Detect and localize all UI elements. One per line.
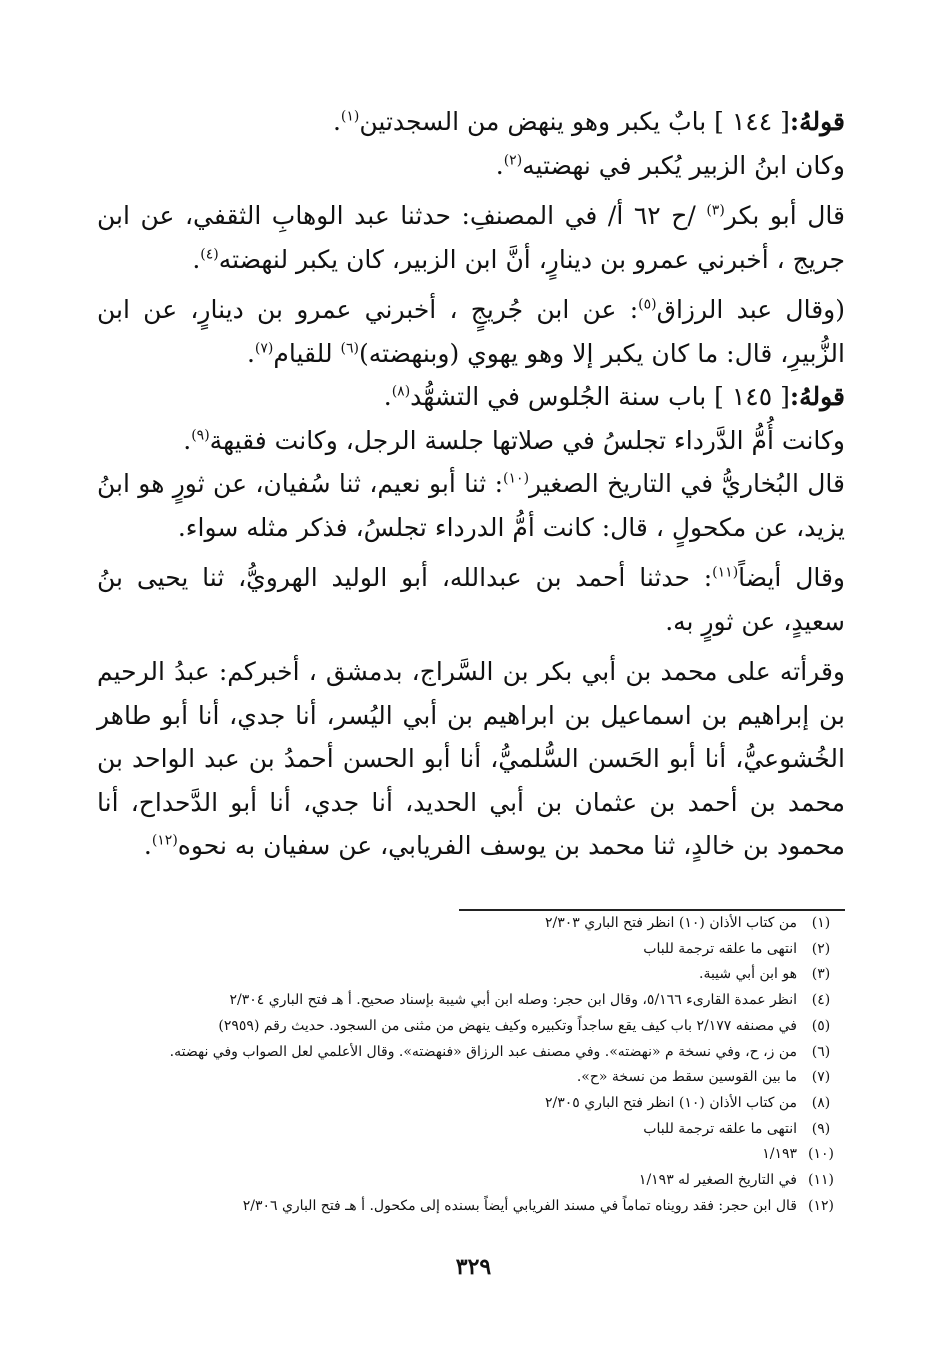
footnote-number: (١٢) [808,1197,834,1214]
footnote-item [97,1065,845,1091]
period: . [192,244,201,274]
chapter-heading-145 [97,375,845,419]
footnote-number: (١٠) [808,1146,834,1163]
paragraph-text: : عن ابن جُريجٍ ، أخبرني عمرو بن دينارٍ، عن ابن الزُّبيرِ، قال: ما كان يكبر إلا وهو يهوي (وبنهضته) [97,295,845,368]
paragraph-text: وقرأته على محمد بن أبي بكر بن السَّراج، بدمشق ، أخبركم: عبدُ الرحيم بن إبراهيم بن اسماعيل بن ابراهيم بن أبي اليُسر، أنا جدي، أنا أبو طاهر الخُشوعيُّ، أنا أبو الحَسن السُّلميُّ، أنا أبو الحسن أحمدُ بن عبد الواحد بن محمد بن أحمد بن عثمان بن أبي الحديد، أنا جدي، أنا أبو الدَّحداح، أنا محمود بن خالدٍ، ثنا محمد بن يوسف الفريابي، عن سفيان به نحوه [97,657,845,860]
paragraph [97,462,845,549]
footnote-text: قال ابن حجر: فقد رويناه تماماً في مسند الفريابي أيضاً بسنده إلى مكحول. أ هـ فتح الباري ٢/٣٠٦ [242,1197,797,1214]
footnote-number: (٢) [811,940,831,957]
footnote-item [97,988,845,1014]
paragraph-text: وكان ابنُ الزبير يُكبر في نهضتيه [522,150,845,180]
footnote-item [97,1014,845,1040]
period: . [332,107,341,136]
footnote-item [97,1117,845,1143]
footnote-ref: (٢) [503,152,523,169]
footnote-number: (٥) [811,1017,831,1034]
footnote-ref: (٩) [191,427,210,444]
footnote-ref: (٨) [391,383,411,400]
footnote-ref: (٥) [638,296,657,313]
footnote-number: (٩) [811,1120,831,1137]
period: . [183,425,192,455]
footnote-text: من كتاب الأذان (١٠) انظر فتح الباري ٢/٣٠٥ [544,1094,797,1111]
footnote-number: (٧) [811,1069,831,1086]
heading-text: [ ١٤٤ ] بابٌ يكبر وهو ينهض من السجدتين [359,107,790,136]
footnote-number: (١) [811,915,831,931]
footnote-ref: (١٠) [503,470,530,487]
heading-text: [ ١٤٥ ] باب سنة الجُلوس في التشهُّد [410,382,790,411]
footnote-ref: (٣) [706,202,725,219]
footnote-text: في مصنفه ٢/١٧٧ باب كيف يقع ساجداً وتكبيره وكيف ينهض من مثنى من السجود. حديث رقم (٢٩٥٩) [218,1017,797,1034]
chapter-heading-144 [97,100,845,144]
footnote-item [97,911,845,937]
footnote-item [97,1091,845,1117]
footnote-item [97,1194,845,1220]
footnote-text: انظر عمدة القارىء ٥/١٦٦، وقال ابن حجر: وصله ابن أبي شيبة بإسناد صحيح. أ هـ فتح الباري ٢/٣٠٤ [229,992,797,1009]
footnote-ref: (٤) [200,246,219,263]
footnote-text: ١/١٩٣ [762,1146,797,1163]
footnote-item [97,1040,845,1066]
paragraph-text: وكانت أُمُّ الدَّرداء تجلسُ في صلاتها جلسة الرجل، وكانت فقيهة [209,425,845,455]
page-number: ٣٢٩ [455,1254,492,1280]
footnote-number: (١١) [808,1172,834,1189]
footnote-text: في التاريخ الصغير له ١/١٩٣ [638,1172,797,1189]
paragraph-text: للقيام [273,338,341,368]
footnote-text: ما بين القوسين سقط من نسخة «ح». [576,1069,797,1086]
footnote-text: من ز، ح، وفي نسخة م «نهضته». وفي مصنف عبد الرزاق «فنهضته». وقال الأعلمي لعل الصواب وفي نهضته. [169,1043,797,1060]
footnote-text: هو ابن أبي شيبة. [699,966,797,983]
footnote-number: (٨) [811,1094,831,1111]
period: . [383,382,392,411]
footnote-item [97,962,845,988]
paragraph-text: قال البُخاريُّ في التاريخ الصغير [529,469,845,498]
paragraph-text: /ح ٦٢ أ/ في المصنفِ: حدثنا عبد الوهابِ الثقفي، عن ابن جريج ، أخبرني عمرو بن دينارٍ، أنَّ ابن الزبير، كان يكبر لنهضته [97,201,845,274]
paragraph [97,144,845,188]
period: . [246,338,255,368]
period: . [143,831,152,860]
paragraph-text: وقال أيضاً [738,563,846,592]
paragraph-text: : حدثنا أحمد بن عبدالله، أبو الوليد الهرويُّ، ثنا يحيى بنُ سعيدٍ، عن ثورٍ به. [97,563,845,636]
heading-lead: قولهُ: [789,382,845,411]
main-text [97,100,845,868]
footnote-number: (٣) [811,966,831,983]
paragraph [97,419,845,463]
footnote-ref: (٦) [340,340,359,357]
footnote-number: (٦) [811,1043,831,1060]
footnote-ref: (١٢) [151,832,178,849]
paragraph-text: (وقال عبد الرزاق [656,295,845,324]
footnote-text: انتهى ما علقه ترجمة للباب [643,940,797,957]
footnote-ref: (١١) [712,564,739,581]
footnote-item [97,1168,845,1194]
heading-lead: قولهُ: [789,107,845,136]
footnote-text: انتهى ما علقه ترجمة للباب [643,1120,797,1137]
paragraph [97,650,845,868]
paragraph [97,288,845,375]
paragraph-text: قال أبو بكر [724,201,845,230]
paragraph-text: : ثنا أبو نعيم، ثنا سُفيان، عن ثورٍ هو ابنُ يزيد، عن مكحولٍ ، قال: كانت أمُّ الدرداء تجلسُ، فذكر مثله سواء. [97,469,845,542]
paragraph [97,556,845,643]
footnotes [97,911,845,1219]
footnote-text: من كتاب الأذان (١٠) انظر فتح الباري ٢/٣٠٣ [544,915,797,931]
footnote-number: (٤) [811,992,831,1009]
footnote-ref: (١) [340,108,360,125]
period: . [495,150,504,180]
footnote-item [97,1142,845,1168]
footnote-ref: (٧) [254,340,274,357]
footnote-item [97,937,845,963]
paragraph [97,194,845,281]
